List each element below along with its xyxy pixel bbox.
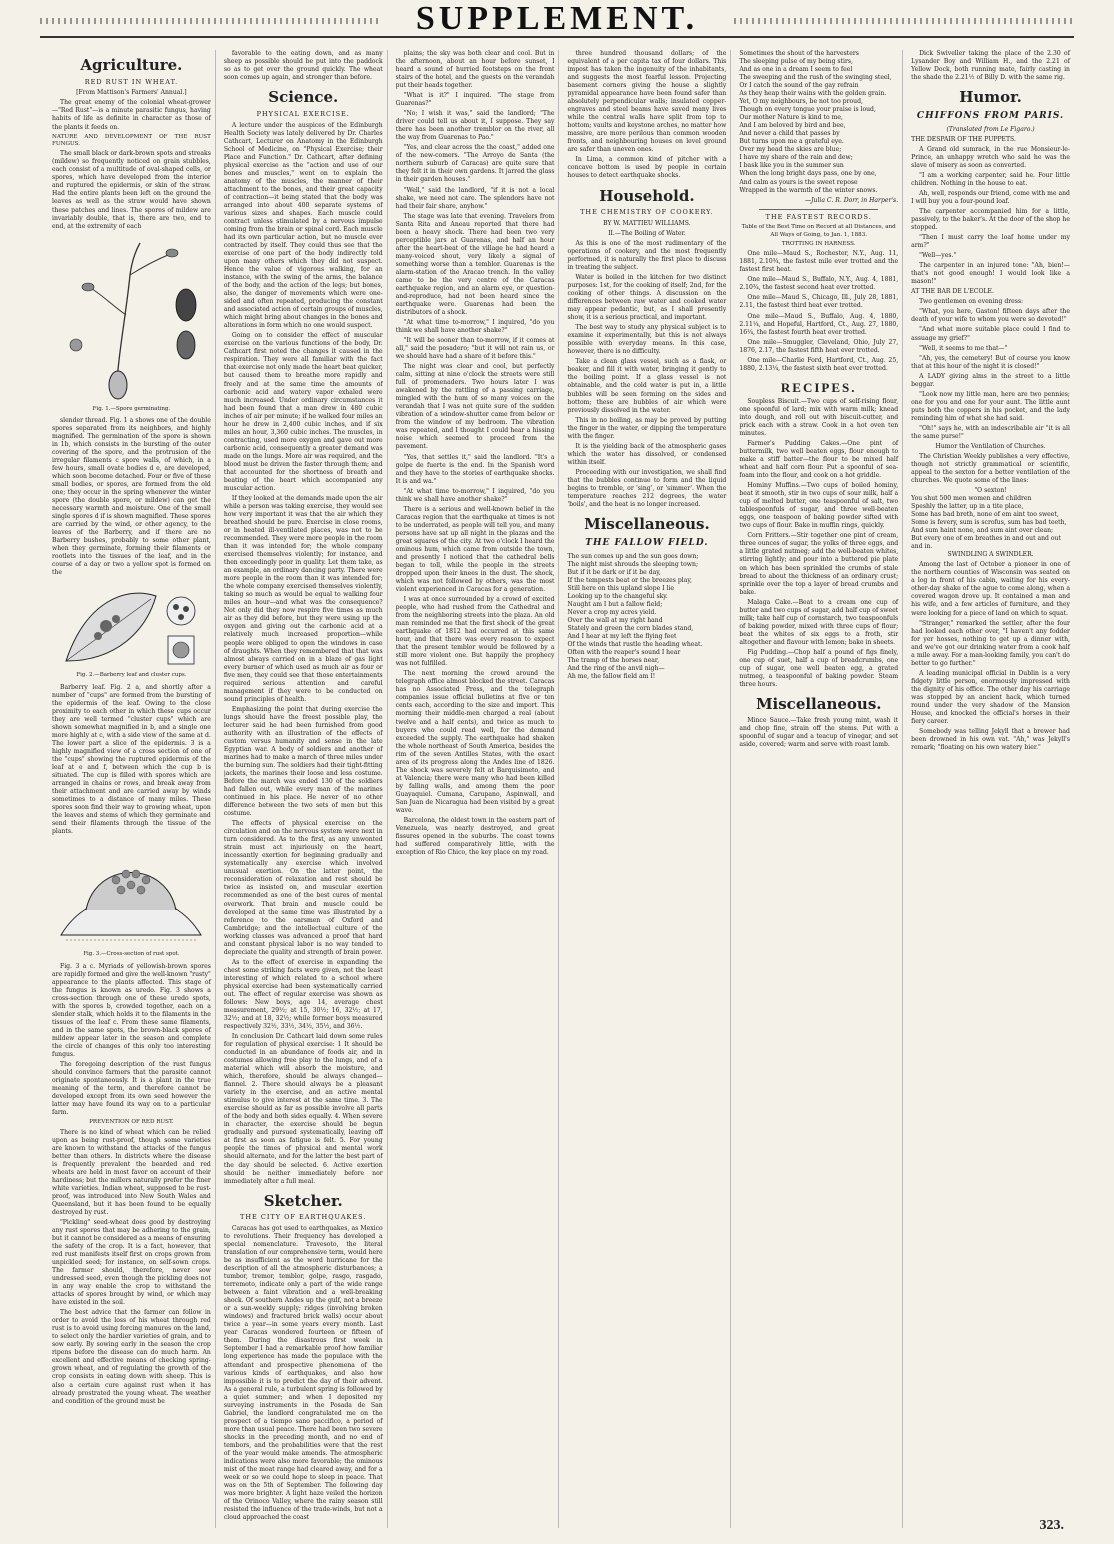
figure-2	[52, 581, 211, 679]
paragraph: "I am a working carpenter, said he. Four little children. Nothing in the house to eat.	[911, 171, 1070, 187]
paragraph: Two gentlemen on evening dress:	[919, 298, 1024, 306]
poem-line: The sleeping pulse of my being stirs,	[739, 58, 853, 66]
paragraph: The best way to study any physical subject is to examine it experimentally, but this is not always possible with everyday means. In this case, however, there is no difficulty.	[567, 324, 727, 356]
poem	[567, 553, 726, 682]
translation-note: (Translated from Le Figaro.)	[946, 125, 1035, 133]
figure-2-caption: Fig. 2.—Barberry leaf and cluster cups.	[76, 672, 187, 679]
paragraph: The small black or dark-brown spots and streaks (mildew) so frequently noticed on grain stubbles, each consist of a multitude of oval-shaped cells, or spores, which have developed from the interior and ruptured the epidermis, or skin of the straw. Had the entire plants been left on the ground the leaves as well as the straw would have shown these patches and lines. The spores of mildew are invariably double, that is, there are two, end to end, at the extremity of each	[52, 150, 211, 230]
section-heading-agriculture: Agriculture.	[80, 56, 183, 74]
paragraph: "Oh!" says he, with an indescribable air "it is all the same purse!"	[911, 424, 1070, 440]
paragraph: "It will be sooner than to-morrow, if it comes at all," said the posadero; "but it will not rain us, or we should have had a share of it before this."	[395, 337, 555, 361]
paragraph: "Stranger," remarked the settler, after the four had looked each other over, "I haven't any fodder for yer hosses, nothing to get up a dinner with, and we've got our drinking water from a cook half a mile away. For a man-looking family, you can't do better to go further."	[911, 619, 1070, 667]
paragraph: Somebody was telling Jekyll that a brewer had been drowned in his own vat. "Ah," was Jekyll's remark; "floating on his own watery bier."	[911, 727, 1070, 752]
poem-line: The tramp of the horses near,	[567, 657, 660, 665]
poem-line: Of the winds that rustle the heading wheat.	[567, 640, 703, 648]
paragraph: favorable to the eating down, and as many sheep as possible should be put into the paddock so as to get over the ground quickly. The wheat soon comes up again, and stronger than before.	[223, 50, 383, 82]
page-number: 323.	[1039, 1518, 1064, 1533]
poem-line: And the ring of the anvil nigh—	[567, 665, 665, 673]
article-title: THE FASTEST RECORDS.	[765, 212, 872, 221]
paragraph: Barberry leaf. Fig. 2 a, and shortly after a number of "cups" are formed from the bursting of the epidermis of the leaf. Owing to the close proximity to each other in which these cups occur they are well termed "cluster cups" which are shown somewhat magnified in b, and a single one more highly at c, with a side view of the same at d. The lower part a slice of the epidermis. 3 is a highly magnified view of a cross section of one of the "cups" showing the ruptured epidermis of the leaf at e and f, between which the cup b is situated. The cup is filled with spores which are arranged in chains or rows, and break away from their attachment and are carried away by winds sometimes to a distance of many miles. These spores soon find their way to growing wheat, upon the leaves and stems of which they germinate and send their filaments through the tissue of the plants.	[52, 683, 211, 836]
record-entry: One mile—Smuggler, Cleveland, Ohio, July 27, 1876, 2.17, the fastest fifth heat ever trotted.	[739, 338, 899, 354]
paragraph: There is no kind of wheat which can be relied upon as being rust-proof, though some varieties are known to withstand the attacks of the fungus better than others. In districts where the disease is frequently prevalent the bearded and red wheats are held in most favor on account of their hardiness; but the millers naturally prefer the finer white varieties. Indian wheat, supposed to be rust-proof, was introduced into New South Wales and Queensland, but it has been found to be equally destroyed by rust.	[52, 1128, 211, 1216]
poem-line: And as one in a dream I seem to feel	[739, 66, 853, 74]
paragraph: Proceeding with our investigation, we shall find that the bubbles continue to form and the liquid begins to tremble, or 'sing', or 'simmer'. When the temperature reaches 212 degrees, the water 'boils', and the heat is no longer increased.	[567, 468, 727, 508]
paragraph: The best advice that the farmer can follow in order to avoid the loss of his wheat through red rust is to avoid using forcing manures on the land, to select only the hardier varieties of grain, and to sow early. By sowing early in the season the crop ripens before the disease can do much harm. An excellent and effective means of checking spring-grown wheat, and of regulating the growth of the crop consists in eating down with sheep. This is also a certain cure against rust when it has already prostrated the young wheat. The weather and condition of the ground must be	[52, 1309, 211, 1405]
poem-line: Over the wall at my right hand	[567, 616, 663, 624]
section-heading-miscellaneous: Miscellaneous.	[584, 514, 710, 533]
paragraph: "At what time to-morrow," I inquired, "do you think we shall have another shake?"	[395, 487, 555, 503]
barberry-leaf-illustration	[56, 581, 206, 671]
poem-line: Or I catch the sound of the gay refrain	[739, 82, 859, 90]
section-heading-household: Household.	[599, 186, 695, 205]
poem	[911, 487, 1070, 551]
poem-line: You shut 500 men women and children	[911, 495, 1032, 503]
paragraph: I was at once surrounded by a crowd of excited people, who had rushed from the Cathedral and from the neighboring streets into the plaza. An old man reminded me that the first shock of the great earthquake of 1812 had occurred at this same hour, and that there was every reason to expect that the present temblor would be followed by a still more violent one. But happily the prophecy was not fulfilled.	[395, 596, 555, 668]
poem-line: But if it be dark or if it be day,	[567, 568, 661, 576]
paragraph: "Ah, yes, the cemetery! But of course you know that at this hour of the night it is closed!"	[911, 354, 1070, 370]
paragraph: "What, you here, Gaston! fifteen days after the death of your wife to whom you were so devoted!"	[911, 308, 1070, 324]
subheading: TROTTING IN HARNESS.	[781, 240, 856, 247]
poem-line: Speshly the latter, up in a tite place,	[911, 503, 1024, 511]
paragraph: "At what time to-morrow," I inquired, "do you think we shall have another shake?"	[395, 319, 555, 335]
column-4	[567, 50, 731, 1528]
poem-line: As they heap their wains with the golden grain.	[739, 90, 887, 98]
poem-line: The sun comes up and the sun goes down;	[567, 552, 699, 560]
poem-line: And I am beloved by bird and bee,	[739, 122, 846, 130]
column-2	[224, 50, 388, 1528]
paragraph: Going on to consider the effect of muscular exercise on the various functions of the body, Dr. Cathcart first noted the changes it caused in the respiration. They were all familiar with the fact that exercise not only made the heart beat quicker, but caused them to breathe more rapidly and freely and at the same time the amounts of carbonic acid and watery vapor exhaled were much increased. Under ordinary circumstances it had been found that a man drew in 480 cubic inches of air per minute; if he walked four miles an hour he drew in 2,400 cubic inches, and if six miles an hour, 3,360 cubic inches. The muscles, in contracting, used more oxygen and gave out more carbonic acid, consequently a greater demand was made on the lungs. More air was required, and the blood must be driven the faster through them; and that accounted for the shortness of breath and beating of the heart which accompanied any muscular action.	[223, 332, 383, 492]
rust-cross-section-illustration	[56, 840, 206, 950]
paragraph: As to the effect of exercise in expanding the chest some striking facts were given, not the least interesting of which related to a school where physical exercise had been systematically carried out. The effect of regular exercise was shown as follows: New boys, age 14, average chest measurement, 29½; at 15, 30½; 16, 32½; at 17, 32½; and at 18, 32½; while former boys measured respectively 32½, 33½, 34½, 35½, and 36½.	[223, 958, 383, 1030]
subheading: AT THE BAR DE L'ECOLE.	[911, 288, 994, 296]
recipe: Fig Pudding.—Chop half a pound of figs finely, one cup of suet, half a cup of breadcrumbs, one cup of sugar, one well beaten egg, a grated nutmeg, a teaspoonful of baking powder. Steam three hours.	[739, 648, 899, 688]
poem-line: But turns upon me a grateful eye.	[739, 138, 844, 146]
poem-line: Looking up to the changeful sky.	[567, 592, 668, 600]
column-6	[911, 50, 1074, 1528]
record-entry: One mile—Maud S., Chicago, Ill., July 28, 1881, 2.11, the fastest third heat ever trotted.	[739, 294, 899, 310]
recipe: Mince Sauce.—Take fresh young mint, wash it and chop fine, strain off the stems. Put with a spoonful of sugar and a teacup of vinegar, and set aside, covered; warm and serve with roast lamb.	[739, 716, 899, 748]
paragraph: Barcelona, the oldest town in the eastern part of Venezuela, was nearly destroyed, and great fissures opened in the suburbs. The coast towns had suffered comparatively little, with the exception of Rio Chico, the key place on my road.	[395, 816, 555, 856]
paragraph: plains; the sky was both clear and cool. But in the afternoon, about an hour before sunset, I heard a sound of hurried footsteps on the front stairs of the hotel, and the guests on the verandah put their heads together.	[395, 50, 555, 90]
paragraph: A Grand old sumrack, in the rue Monsieur-le-Prince, an unhappy wretch who said he was the slave of misery as soon as converted.	[911, 145, 1070, 169]
paragraph: The foregoing description of the rust fungus should convince farmers that the parasite cannot originate spontaneously. It is a plant in the true meaning of the term, and therefore cannot be developed except from its own seed however the latter may have found its way on to a particular farm.	[52, 1060, 211, 1117]
paragraph: The carpenter accompanied him for a little, passively, to the baker's. At the door of the shop he stopped.	[911, 208, 1070, 232]
masthead-title: SUPPLEMENT.	[415, 0, 699, 37]
spore-germination-illustration	[56, 235, 206, 405]
article-title: PHYSICAL EXERCISE.	[256, 109, 350, 118]
poem-line: Over my head the skies are blue;	[739, 146, 842, 154]
poem-line: Our mother Nature is kind to me,	[739, 114, 843, 122]
paragraph: This in no boiling, as may be proved by putting the finger in the water, or dipping the temperature with the finger.	[567, 416, 727, 440]
paragraph: If they looked at the demands made upon the air while a person was taking exercise, they would see how very important it was that the air which they breathed should be pure. Exercise in close rooms, or in heated ill-ventilated places, was not to be recommended. They were more people in the room than it was intended for; the whole company exercised themselves violently; for instance, and then exceedingly poor in quality. Let them take, as an example, an ordinary dancing party. There were more people in the room than it was intended for; the whole company exercised themselves violently, taking so much as would be equal to walking four miles an hour—and what was the consequence? Not only did they now respire five times as much air as they did before, but they were using up the oxygen and giving out the carbonic acid at a relatively much increased proportion—while people were obliged to open the windows in case of draughts. When they remembered that that was almost always carried on in a blaze of gas light every burner of which used as much air as four or five men, they could see that those entertainments required serious attention and careful management if they were to be conducted on sound principles of health.	[223, 494, 383, 703]
paragraph: Emphasizing the point that during exercise the lungs should have the freest possible play, the lecturer said he had been furnished from good authority with an illustration of the effects of custom versus humanity and sense in the late Egyptian war. A body of soldiers and another of marines had to make a march of three miles under the burning sun. The soldiers had their tight-fitting jackets, the marines their loose and less costume. Before the march was ended 130 of the soldiers had fallen out, while every man of the marines continued in his place. He never of no other difference between the two sets of men but this costume.	[223, 705, 383, 818]
paragraph: three hundred thousand dollars; of the equivalent of a per capita tax of four dollars. This impost has taken the ingenuity of the inhabitants, and suggests the most fearful lesson. Projecting basement corners giving the house a slightly pyramidal appearance have been found safer than absolutely perpendicular walls; insulated copper-engraves and steel beams have saved many lives while the central walls have split from top to bottom; vaults and keystone arches, no matter how massive, are more perilous than common wooden fronts, and neighbouring houses on level ground are safer than uneven ones.	[567, 50, 727, 154]
paragraph: The next morning the crowd around the telegraph office almost blocked the street. Caracas has no Associated Press, and the telegraph companies issue official bulletins at five or ten cents each, according to the size and import. This morning their middle-men charged a real (about twelve and a half cents), and twice as much to buyers who could read well, for the demand exceeded the supply. The earthquake had shaken the whole northeast of South America, besides the rim of the seven Antilles States, with the exact area of its progress along the Andes line of 1826. The shock was severely felt at Barquisimeto, and at Valencia; there were many who had been killed by falling walls, and among them the poor Guayaquiel. Cumana, Carupano, Aspinwall, and San Juan de Nicaragua had been visited by a great wave.	[395, 670, 555, 814]
poem-line: Some has bad breth, none of em aint too sweet,	[911, 511, 1059, 519]
paragraph: The great enemy of the colonial wheat-grower —"Red Rust"—is a minute parasitic fungus, having habits of life as definite in character as those of the plants it feeds on.	[52, 99, 211, 131]
poem-line: Wrapped in the warmth of the winter snows.	[739, 186, 878, 194]
paragraph: In conclusion Dr. Cathcart laid down some rules for regulation of physical exercise: 1 It should be conducted in an abundance of foods air, and in costumes allowing free play to the lungs, and of a material which will absorb the moisture, and which, therefore, should be always changed—flannel. 2. There should always be a pleasant variety in the exercise, and an active mental stimulus to give interest at the same time. 3. The exercise should as far as possible involve all parts of the body and both sides equally. 4. When severe in character, the exercise should be begun gradually and pursued systematically, leaving off at first as soon as fatigue is felt. 5. For young people the times of physical and mental work should alternate, and for the latter the best part of the day should be selected. 6. Active exertion should be neither immediately before nor immediately after a full meal.	[223, 1033, 383, 1185]
paragraph: Caracas has got used to earthquakes, as Mexico to revolutions. Their frequency has developed a special nomenclature. Travesoto, the literal translation of our comprehensive term, would here be as insufficient as the word hurricane for the description of all the atmospheric disturbances; a tumbor, tremor, temblor, golpe, rasgo, rasgado, terremoto, indicate only a part of the wide range between a faint vibration and a well-breaking shock. Of southern Andes up the gulf, not a breeze or a sun-weekly supply; ridges (involving broken windows) and fractured brick walls) occur about twice a year—in some years every month. Last year Caracas wondered fourteen or fifteen of them. During the disastrous first week in September I had a remarkable proof how familiar long experience has made the populace with the attendant and prospective phenomena of the various kinds of earthquakes, and also how impossible it is to predict the day of their advent. As a general rule, a turbulent spring is followed by a quiet summer; and when I deposited my surveying instruments in the Posada de San Gabriel, the landlord congratulated me on the prospect of a tiempo sano paccifico, a period of more than usual peace. There had been two severe shocks in the preceding month, and no end of tembors, and the probabilities were that the rest of the year would make amends. The atmospheric indications were also more favorable; the ominous mist of the moat range had cleared away, and for a week or so we could hope to sleep in peace. That was on the 5th of September. The following day was more brighter. A light haze veiled the horizon of the Orinoco Valley, where the rainy season still resisted the influence of the trade-winds, but not a cloud approached the coast	[223, 1224, 383, 1522]
poem-line: Ah me, the fallow field am I!	[567, 673, 656, 681]
paragraph: Ah, well, responds our friend, come with me and I will buy you a four-pound loaf.	[911, 190, 1070, 206]
poem-line: "O sexton!	[974, 487, 1007, 495]
paragraph: "What is it?" I inquired. "The stage from Guarenas?"	[395, 92, 555, 108]
recipe: Farmer's Pudding Cakes.—One pint of buttermilk, two well beaten eggs, flour enough to make a stiff batter—the flour to be mixed half wheat and half corn flour. Put a spoonful of sea-foam into the flour, and cook on a hot griddle.	[739, 440, 899, 480]
poem-line: I have my share of the rain and dew;	[739, 154, 853, 162]
poem-line: Stately and green the corn blades stand,	[567, 624, 694, 632]
figure-3	[52, 840, 211, 958]
paragraph: Water is boiled in the kitchen for two distinct purposes: 1st, for the cooking of itself; 2nd, for the cooking of other things. A discussion on the differences between raw water and cooked water may appear pedantic, but, as I shall presently show, it is a serious practical, and important.	[567, 274, 727, 322]
poem-line: When the long bright days pass, one by one,	[739, 170, 877, 178]
poem-line: Though on every tongue your praise is loud,	[739, 106, 876, 114]
paragraph: "Well—yes."	[919, 252, 957, 260]
paragraph: There is a serious and well-known belief in the Caracas region that the earthquake at times is not to be underrated, as people will tell you, and many persons have sat up all night in the plazas and the great squares of the city. At two o'clock I heard the ominous hum, which came from outside the town, and presently I noticed that the cathedral bells began to toll, while the people in the streets dropped upon their knees in the dust. The shock, which was not followed by others, was the most violent experienced in Caracas for a generation.	[395, 505, 555, 593]
recipe: Malaga Cake.—Beat to a cream one cup of butter and two cups of sugar, add half cup of sweet milk; take half cup of cornstarch, two teaspoonfuls of baking powder, mixed with three cups of flour; beat the whites of six eggs to a froth, stir altogether and flavour with lemon; bake in sheets.	[739, 598, 899, 646]
poem-continued	[739, 50, 898, 195]
paragraph: As this is one of the most rudimentary of the operations of cookery, and the most frequently performed, it is naturally the first place to discuss in treating the subject.	[567, 239, 727, 272]
paragraph: Take a clean glass vessel, such as a flask, or beaker, and fill it with water, bringing it gently to the boiling point. If a glass vessel is not obtainable, and the cold water is put in, a little bubbles will be seen forming on the sides and bottom; these are bubbles of air which were previously dissolved in the water.	[567, 358, 727, 414]
divider	[759, 209, 878, 210]
article-title: THE CITY OF EARTHQUAKES.	[240, 1213, 367, 1222]
poem-line: If the tempests beat or the breezes play,	[567, 576, 692, 584]
paragraph: "Yes, and clear across the the coast," added one of the new-comers. "The Arroyo de Santa (the northern suburb of Caracas) are quite sure that they felt it in their own gardens. It jarred the glass in their garden houses."	[395, 144, 555, 184]
section-heading-science: Science.	[268, 88, 339, 107]
paragraph: slender thread. Fig. 1 a shows one of the double spores separated from its neighbors, and highly magnified. The germination of the spore is shown in 1b, which consists in the bursting of the outer covering of the spore, and the protrusion of the irregular filaments c spore walls, of which, in a few hours, small ovate bodies d e, are developed, which soon become detached. Four or five of these small bodies, or spores, are formed from the old one; they occur in the spring whenever the winter spore (the double spore, or mildew) can get the necessary warmth and moisture. One of the small single spores d if is shown magnified. These spores are carried by the wind, or other agency, to the leaves of the Barberry, and if there are no Barberry bushes, probably to some other plant, when they germinate, forming their filaments or rootlets into the tissues of the leaf, and in the course of a day or two a yellow spot is formed on the	[52, 416, 211, 577]
column-3	[396, 50, 560, 1528]
byline: BY W. MATTIEU WILLIAMS.	[603, 219, 691, 227]
article-source: [From Mattison's Farmers' Annual.]	[76, 89, 187, 97]
poem-line: And sum haint none, and sum aint over clean;	[911, 527, 1054, 535]
figure-1	[52, 235, 211, 413]
paragraph: A leading municipal official in Dublin is a very fidgety little person, enormously impressed with the dignity of his office. The other day his carriage was stopped by an ancient hack, which turned round under the very shadow of the Mansion House, and knocked the official's horses in their fiery career.	[911, 669, 1070, 725]
poem-line: Never a crop my acres yield.	[567, 608, 657, 616]
article-title: CHIFFONS FROM PARIS.	[916, 110, 1065, 121]
article-title: THE CHEMISTRY OF COOKERY.	[580, 208, 714, 217]
poem-line: Naught am I but a fallow field;	[567, 600, 663, 608]
subheading: Humor the Ventilation of Churches.	[935, 442, 1046, 450]
section-heading-humor: Humor.	[959, 88, 1022, 107]
subheading: A LADY giving alms in the street to a little beggar.	[911, 372, 1070, 388]
poem-line: Yet, O my neighbours, be not too proud,	[739, 98, 863, 106]
paragraph: The night was clear and cool, but perfectly calm, sitting at nine o'clock the streets were still full of promenaders. Two hours later I was awakened by the rattling of a passing carriage, mingled with the hum of so many voices on the verandah that I was not quite sure of the sudden vibration of a window-shutter came from below or from the window of my bedroom. The vibration was repeated, and I thought I could hear a hissing noise which seemed to proceed from the pavement.	[395, 363, 555, 451]
record-entry: One mile—Maud S., Buffalo, N.Y., Aug. 4, 1881, 2.10¾, the fastest second heat ever trotted.	[739, 276, 899, 292]
subheading: THE DESPAIR OF THE PUPPETS.	[911, 135, 1016, 143]
article-title: RED RUST IN WHEAT.	[84, 77, 179, 86]
paragraph: "And what more suitable place could I find to assuage my grief?"	[911, 326, 1070, 342]
poem-line: The night mist shrouds the sleeping town;	[567, 560, 698, 568]
subheading: NATURE AND DEVELOPMENT OF THE RUST FUNGUS.	[52, 133, 211, 147]
paragraph: In Lima, a common kind of pitcher with a concave bottom is used by people in certain houses to detect earthquake shocks.	[567, 156, 727, 180]
paragraph: The stage was late that evening. Travelers from Santa Rita and Aneau reported that there had been a heavy shock. There had been two very perceptible jars at Guarenas, and half an hour after the heart-beat of the village he had heard a many-voiced shout, very likely a signal of something worse than a temblor. Guarenas is the alarm-station of the Aracao trench. In the valley came to be the very centre of the Caracas earthquake region, and an alarm eye, or question-and-reproduce, had not been heard since the earthquake were. Guarenas had been the distributors of a shock.	[395, 212, 555, 316]
paragraph: The effects of physical exercise on the circulation and on the nervous system were next in turn considered. As to the first, as any unwonted strain must act injuriously on the heart, incessantly exertion for beginning gradually and systematically any exercise which involved unusual exertion. On the latter point, the reconsideration of relaxation and rest should be twice as insisted on, and muscular exertion recommended as one of the best cures of mental overwork. That brain and muscle could be developed at the same time was illustrated by a reference to the oarsmen of Oxford and Cambridge; and the intellectual culture of the working classes was advanced a proof that hard and constant physical labor is no way tended to depreciate the quality and strength of brain power.	[223, 820, 383, 956]
poem-line: Sometimes the shout of the harvesters	[739, 50, 859, 57]
poem-title: THE FALLOW FIELD.	[585, 537, 709, 548]
paragraph: "Well, it seems to me that—"	[919, 344, 1008, 352]
record-entry: One mile—Maud S., Rochester, N.Y., Aug. 11, 1881, 2.10¾, the fastest mile ever trotted and the fastest first heat.	[739, 250, 899, 274]
table-subtitle: Table of the Best Time on Record at all Distances, and All Ways of Going, to Jan. 1, 1883.	[741, 224, 896, 238]
subheading: SWINDLING A SWINDLER.	[947, 551, 1034, 559]
paragraph: It is the yielding back of the atmospheric gases which the water has dissolved, or condensed within itself.	[567, 442, 727, 466]
paragraph: The carpenter in an injured tone: "Ah, bien!—that's not good enough! I would look like a mason!"	[911, 262, 1070, 286]
poem-line: I bask like you in the summer sun	[739, 162, 844, 170]
paragraph: "Look now my little man, here are two pennies; one for you and one for your aunt. The little aunt puts both the coppers in his pocket, and the lady reminding him of what she had said.	[911, 390, 1070, 422]
poem-line: Still here on this upland slope I lie	[567, 584, 675, 592]
masthead-ornament-right	[734, 18, 1074, 24]
poem-line: The sweeping and the rush of the swinging steel,	[739, 74, 892, 82]
column-1	[52, 50, 216, 1528]
paragraph: A lecture under the auspices of the Edinburgh Health Society was lately delivered by Dr. Charles Cathcart, Lecturer on Anatomy in the Edinburgh School of Medicine, on "Physical Exercise; their Place and Function." Dr. Cathcart, after defining physical exercise as the "action and use of our bones and muscles," went on to explain the anatomy of the muscles, the manner of their attachment to the bones, and their great capacity of contraction—it being stated that the body was arranged into about 400 separate systems of various sizes and shapes. Each muscle could contract unless stimulated by a nervous impulse coming from the brain or spinal cord. Each muscle had its own particular action, but no muscle ever contracted by itself. They could thus see that the exercise of one part of the body indirectly told upon many others which they did not suspect. Hence the value of vigorous walking, for an instance, with the swing of the arms, the balance of the body, and the action of the legs; but bones, also, the danger of movements which were one-sided and often repeated, producing the constant and associated action of certain groups of muscles, which might bring about changes in the bones and alterations in form which no one would suspect.	[223, 121, 383, 330]
section-heading-sketcher: Sketcher.	[263, 1191, 343, 1210]
section-heading-recipes: RECIPES.	[780, 379, 857, 395]
paragraph: Dick Swiveller taking the place of the 2.30 of Lysander Boy and William H., and the 2.21 of Yellow Dock, both running mate, fairly casting in the shade the 2.21½ of Billy D. with the same rig.	[911, 50, 1070, 82]
paragraph: "Well," said the landlord, "if it is not a local shake, we need not care. The splendors have not had their fair share, anyhow."	[395, 186, 555, 210]
poem-line: And never a child that passes by	[739, 130, 840, 138]
poem-line: Some is fevery, sum is scrofus, sum has bad teeth,	[911, 519, 1067, 527]
paragraph: "Pickling" seed-wheat does good by destroying any rust spores that may be adhering to the grain, but it cannot be considered as a means of ensuring the safety of the crop. It is a fact, however, that red rust manifests itself first on crops grown from unpickled seed; for instance, on self-sown crops. The farmer should, therefore, never sow undressed seed, even though the pickling does not in any way enable the crop to withstand the attacks of spores brought by wind, or which may have existed in the soil.	[52, 1218, 211, 1307]
subheading: II.—The Boiling of Water.	[608, 229, 686, 237]
poem-line: Often with the reaper's sound I hear	[567, 648, 681, 656]
masthead	[0, 0, 1114, 44]
columns	[52, 50, 1074, 1528]
recipe: Hominy Muffins.—Two cups of boiled hominy, beat it smooth, stir in two cups of sour milk, half a cup of melted butter, one teaspoonful of salt, two tablespoonfuls of sugar, and three well-beaten eggs, one teaspoon of baking powder sifted with two cups of flour. Bake in muffin rings, quickly.	[739, 482, 899, 530]
paragraph: "Then I must carry the loaf home under my arm?"	[911, 234, 1070, 250]
subheading: PREVENTION OF RED RUST.	[89, 1119, 174, 1126]
record-entry: One mile—Maud S., Buffalo, Aug. 4, 1880, 2.11¼, and Hopeful, Hartford, Ct., Aug. 27, 1880, 16¼, the fastest fourth heat ever trotted.	[739, 312, 899, 336]
masthead-rule	[40, 36, 1074, 38]
figure-1-caption: Fig. 1.—Spore germinating.	[92, 405, 171, 412]
column-5	[739, 50, 903, 1528]
poem-line: And I hear at my left the flying feet	[567, 632, 677, 640]
recipe: Soupless Biscuit.—Two cups of self-rising flour, one spoonful of lard; mix with warm milk; knead into dough, and roll out with biscuit-cutter, and prick each with a straw. Cook in a hot oven ten minutes.	[739, 397, 899, 438]
recipe: Corn Fritters.—Stir together one pint of cream, three ounces of sugar, the yolks of three eggs, and a little grated nutmeg; add the well-beaten whites, stirring lightly; and pour into a buttered pie plate on which has been sprinkled the crumbs of stale bread to about the thickness of an ordinary crust; sprinkle over the top a layer of bread crumbs and bake.	[739, 532, 899, 596]
poem-line: And calm as yours is the sweet repose	[739, 178, 858, 186]
poem-signature: —Julia C. R. Dorr, in Harper's.	[805, 196, 899, 204]
paragraph: The Christian Weekly publishes a very effective, though not strictly grammatical or scientific, appeal to the sexton for a better ventilation of the churches. We quote some of the lines:	[911, 452, 1070, 485]
poem-line: But every one of em breathes in and out and out and in.	[911, 535, 1061, 551]
record-entry: One mile—Charlie Ford, Hartford, Ct., Aug. 25, 1880, 2.13¼, the fastest sixth heat ever trotted.	[739, 356, 899, 372]
figure-3-caption: Fig. 3.—Cross-section of rust spot.	[83, 951, 180, 958]
paragraph: "Yes, that settles it," said the landlord. "It's a golpe de fuerte is the end. In the Spanish word and they have to the stories of earthquake shocks. It is and wa."	[395, 453, 555, 485]
paragraph: Fig. 3 a c. Myriads of yellowish-brown spores are rapidly formed and give the well-known "rusty" appearance to the plants affected. This stage of the fungus is known as uredo. Fig. 3 shows a cross-section through one of these uredo spots, with the spores b, crowded together, each on a slender stalk, which holds it to the filaments in the tissues of the leaf c. From these same filaments, and in the same spots, the brown-black spores of mildew appear later in the season and complete the circle of changes of this only too interesting fungus.	[52, 962, 211, 1058]
paragraph: Among the last of October a pioneer in one of the northern counties of Wisconsin was seated on a log in front of his cabin, waiting for his every-other-day shake of the ague to come along, when a covered wagon drove up. It contained a man and his wife, and a few articles of furniture, and they were looking for a piece of land on which to squat.	[911, 561, 1070, 617]
paragraph: "No; I wish it was," said the landlord; "The driver could tell us about it, I suppose. They say there has been another tremblor on the river, all the way from Guarenas to Pao."	[395, 110, 555, 142]
section-heading-miscellaneous-2: Miscellaneous.	[755, 694, 882, 713]
